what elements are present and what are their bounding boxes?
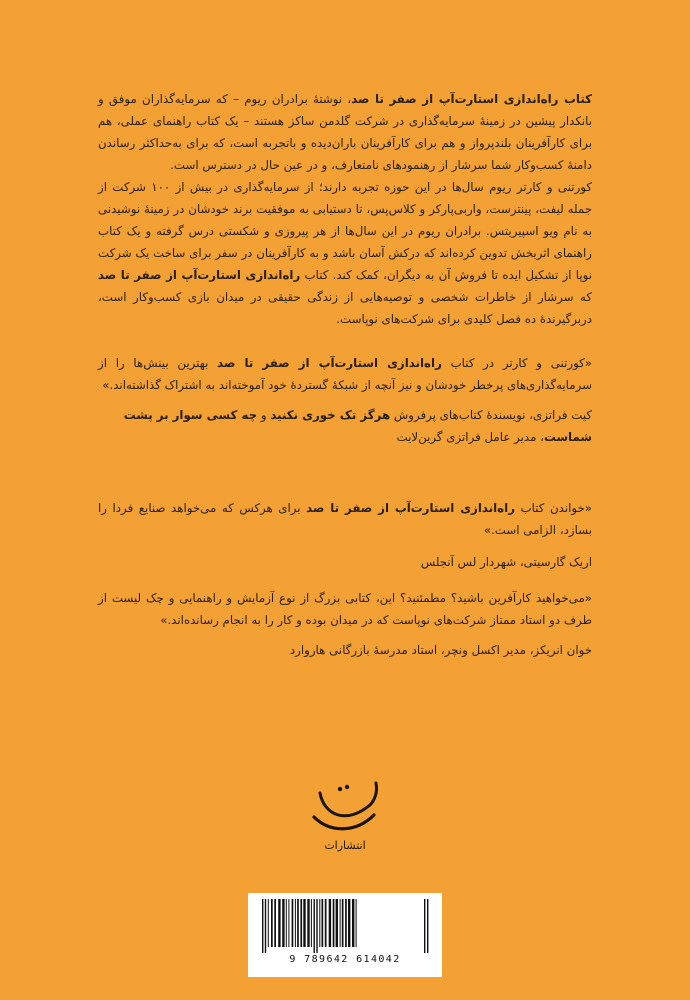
barcode-bar (292, 899, 294, 947)
barcode-bar (286, 899, 287, 947)
barcode-bar (271, 899, 273, 947)
testimonial-1-author: کیت فراتزی، نویسندهٔ کتاب‌های پرفروش هرگز تک خوری نکنید و چه کسی سوار بر پشت شماست، مدیر عامل فراتزی گرین‌لایت (123, 408, 592, 444)
barcode-bars (258, 899, 432, 953)
barcode-bar (336, 899, 338, 947)
testimonial-2-author: اریک گارسیتی، شهردار لس آنجلس (420, 555, 592, 569)
barcode-bar (322, 899, 324, 947)
barcode-bar (319, 899, 320, 947)
barcode-bar (300, 899, 302, 947)
barcode-bar (427, 899, 428, 953)
barcode-bar (297, 899, 299, 947)
barcode-bar (262, 899, 263, 953)
barcode-bar (314, 899, 315, 953)
testimonial-2-text: «خواندن کتاب راه‌اندازی استارت‌آپ از صفر تا صد برای هرکس که می‌خواهد صنایع فردا را بسازد، الزامی است.» (98, 501, 592, 537)
barcode-bar (424, 899, 425, 953)
publisher-subtitle: انتشارات (324, 839, 366, 852)
barcode-bar (268, 899, 269, 947)
isbn-number: 9 789642 614042 (289, 954, 401, 965)
barcode-bar (345, 899, 347, 947)
testimonial-3-author: خوان انریکز، مدیر اکسل ونچر، استاد مدرسهٔ بازرگانی هاروارد (289, 643, 592, 657)
barcode-bar (329, 899, 331, 947)
barcode-bar (307, 899, 309, 947)
intro-paragraph-1: کتاب راه‌اندازی استارت‌آپ از صفر تا صد، نوشتهٔ برادران ریوم – که سرمایه‌گذاران موفق و بانکدار پیشین در زمینهٔ سرمایه‌گذاری در شرکت گلدمن ساکز هستند – یک کتاب راهنمای عملی، هم برای کارآفرینان بلندپرواز و هم برای کارآفرینان باران‌دیده و باتجربه است، که برای به‌حداکثر رساندن دامنهٔ کسب‌وکار شما سرشار از رهنمودهای نامتعارف، و در عین حال در دسترس است. (98, 92, 593, 172)
intro-text (98, 88, 592, 330)
testimonial-1-text: «کورتنی و کارتر در کتاب راه‌اندازی استارت‌آپ از صفر تا صد بهترین بینش‌ها را از سرمایه‌گذاری‌های پرخطر خودشان و نیز آنچه از شبکهٔ گستردهٔ خود آموخته‌اند به اشتراک گذاشته‌اند.» (98, 356, 592, 392)
barcode-bar (265, 899, 266, 953)
barcode-bar (348, 899, 350, 947)
barcode-bar (340, 899, 341, 947)
barcode-bar (342, 899, 344, 947)
barcode-bar (352, 899, 354, 947)
barcode (248, 893, 442, 977)
intro-paragraph-2: کورتنی و کارتر ریوم سال‌ها در این حوزه تجربه دارند؛ از سرمایه‌گذاری در بیش از ۱۰۰ شرکت از جمله لیفت، پینترست، واربی‌پارکر و کلاس‌پس، تا دستیابی به موفقیت برند خودشان در زمینهٔ نوشیدنی به نام ویو اسپیریتس. برادران ریوم در این سال‌ها از هر پیروزی و شکستی درس گرفته و یک کتاب راهنمای اثربخش تدوین کرده‌اند که درکش آسان باشد و به کارآفرینان در سفر برای ساخت یک شرکت نوپا از تشکیل ایده تا فروش آن به دیگران، کمک کند. کتاب راه‌اندازی استارت‌آپ از صفر تا صد که سرشار از خاطرات شخصی و توصیه‌هایی از زندگی حقیقی در میدان بازی کسب‌وکار است، دربرگیرندهٔ ده فصل کلیدی برای شرکت‌های نوپاست. (98, 180, 593, 326)
testimonial-2 (98, 497, 592, 573)
testimonial-3 (98, 587, 592, 661)
barcode-bar (274, 899, 276, 947)
publisher-logo-mark (300, 775, 390, 855)
barcode-bar (325, 899, 327, 947)
barcode-bar (316, 899, 317, 953)
testimonial-1 (98, 352, 592, 448)
barcode-bar (278, 899, 280, 947)
publisher-logo (300, 775, 390, 855)
barcode-bar (356, 899, 357, 947)
barcode-bar (295, 899, 296, 947)
barcode-bar (333, 899, 335, 947)
barcode-bar (288, 899, 289, 947)
barcode-bar (303, 899, 305, 947)
testimonial-3-text: «می‌خواهید کارآفرین باشید؟ مطمئنید؟ این، کتابی بزرگ از نوع آزمایش و راهنمایی و چک لیست از طرف دو استاد ممتاز شرکت‌های نوپاست که در میدان بوده و کار را به انجام رسانده‌اند.» (98, 591, 592, 627)
barcode-bar (282, 899, 284, 947)
barcode-bar (311, 899, 312, 947)
